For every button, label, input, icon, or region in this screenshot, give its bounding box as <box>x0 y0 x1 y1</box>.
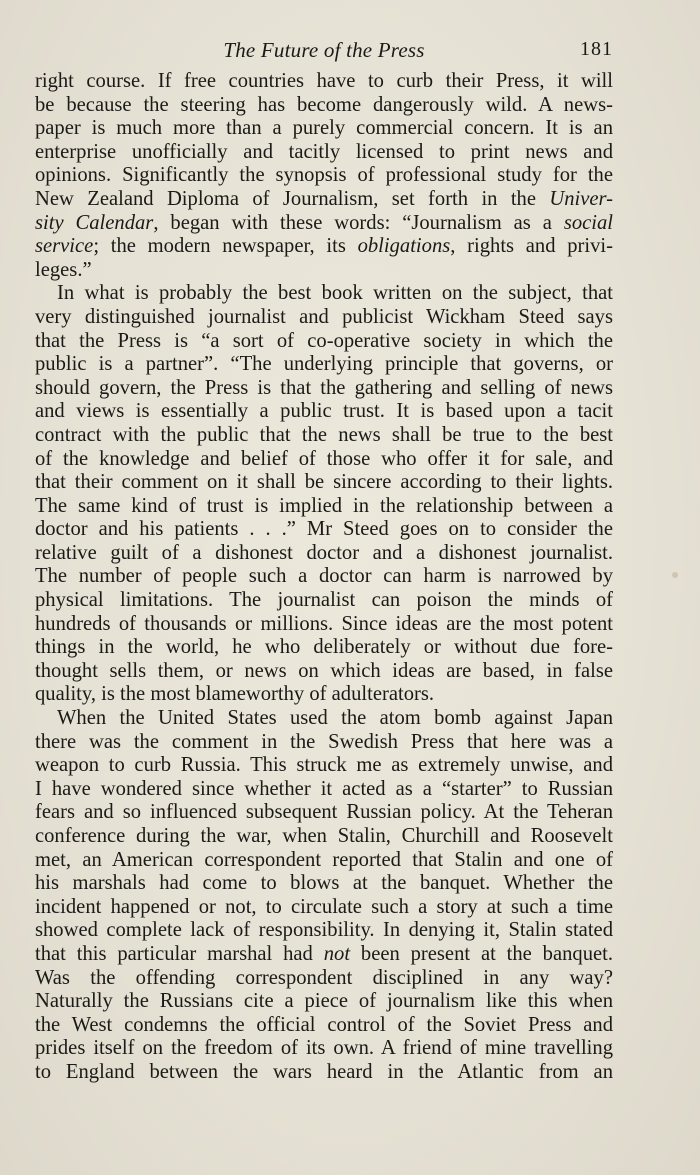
text-line: his marshals had come to blows at the banquet. Whether the <box>35 872 613 895</box>
body-text <box>35 70 613 1085</box>
page-header <box>35 38 613 66</box>
text-line: that this particular marshal had not been present at the banquet. <box>35 942 613 965</box>
text-line: paper is much more than a purely commercial concern. It is an <box>35 117 613 140</box>
text-line: The number of people such a doctor can harm is narrowed by <box>35 565 613 588</box>
page-number: 181 <box>580 38 613 60</box>
text-line: that their comment on it shall be sincere according to their lights. <box>35 471 613 494</box>
text-line: conference during the war, when Stalin, Churchill and Roosevelt <box>35 825 613 847</box>
text-line: prides itself on the freedom of its own. A friend of mine travelling <box>35 1037 613 1060</box>
text-line: opinions. Significantly the synopsis of professional study for the <box>35 164 613 187</box>
paper-blemish <box>672 572 678 578</box>
text-line: When the United States used the atom bomb against Japan <box>57 707 613 730</box>
text-line: incident happened or not, to circulate such a story at such a time <box>35 895 613 918</box>
text-line: sity Calendar, began with these words: “Journalism as a social <box>35 211 614 234</box>
text-line: should govern, the Press is that the gathering and selling of news <box>35 376 613 399</box>
text-line: met, an American correspondent reported that Stalin and one of <box>35 848 613 871</box>
text-line: quality, is the most blameworthy of adulterators. <box>35 683 435 706</box>
text-line: that the Press is “a sort of co-operative society in which the <box>35 329 613 352</box>
text-line: right course. If free countries have to curb their Press, it will <box>35 70 613 92</box>
text-line: of the knowledge and belief of those who offer it for sale, and <box>35 447 613 470</box>
text-line: there was the comment in the Swedish Press that here was a <box>35 730 613 753</box>
text-line: enterprise unofficially and tacitly licensed to print news and <box>35 140 613 163</box>
text-line: the West condemns the official control of the Soviet Press and <box>35 1013 613 1036</box>
text-line: Was the offending correspondent disciplined in any way? <box>35 966 613 989</box>
text-line: and views is essentially a public trust. It is based upon a tacit <box>35 400 613 423</box>
text-line: service; the modern newspaper, its obligations, rights and privi- <box>35 235 613 258</box>
text-line: In what is probably the best book written on the subject, that <box>57 282 613 305</box>
text-line: The same kind of trust is implied in the relationship between a <box>35 494 613 517</box>
text-line: fears and so influenced subsequent Russian policy. At the Teheran <box>35 801 613 824</box>
text-line: showed complete lack of responsibility. In denying it, Stalin stated <box>35 919 613 942</box>
text-line: leges.” <box>35 258 92 281</box>
text-line: physical limitations. The journalist can poison the minds of <box>35 589 613 612</box>
text-line: thought sells them, or news on which ideas are based, in false <box>35 659 613 682</box>
text-line: relative guilt of a dishonest doctor and a dishonest journalist. <box>35 541 613 564</box>
text-line: doctor and his patients . . .” Mr Steed goes on to consider the <box>35 518 613 541</box>
text-line: I have wondered since whether it acted as a “starter” to Russian <box>35 777 613 800</box>
text-line: New Zealand Diploma of Journalism, set forth in the Univer- <box>35 187 613 210</box>
text-line: very distinguished journalist and publicist Wickham Steed says <box>35 305 613 328</box>
text-line: public is a partner”. “The underlying principle that governs, or <box>35 353 613 376</box>
text-line: weapon to curb Russia. This struck me as extremely unwise, and <box>35 754 613 777</box>
text-line: hundreds of thousands or millions. Since ideas are the most potent <box>35 612 613 635</box>
running-title: The Future of the Press <box>223 38 425 62</box>
text-line: contract with the public that the news shall be true to the best <box>35 423 613 446</box>
text-line: things in the world, he who deliberately or without due fore- <box>35 636 613 659</box>
text-line: Naturally the Russians cite a piece of journalism like this when <box>35 990 613 1013</box>
text-line: be because the steering has become dangerously wild. A news- <box>35 93 613 116</box>
text-line: to England between the wars heard in the Atlantic from an <box>35 1060 613 1083</box>
